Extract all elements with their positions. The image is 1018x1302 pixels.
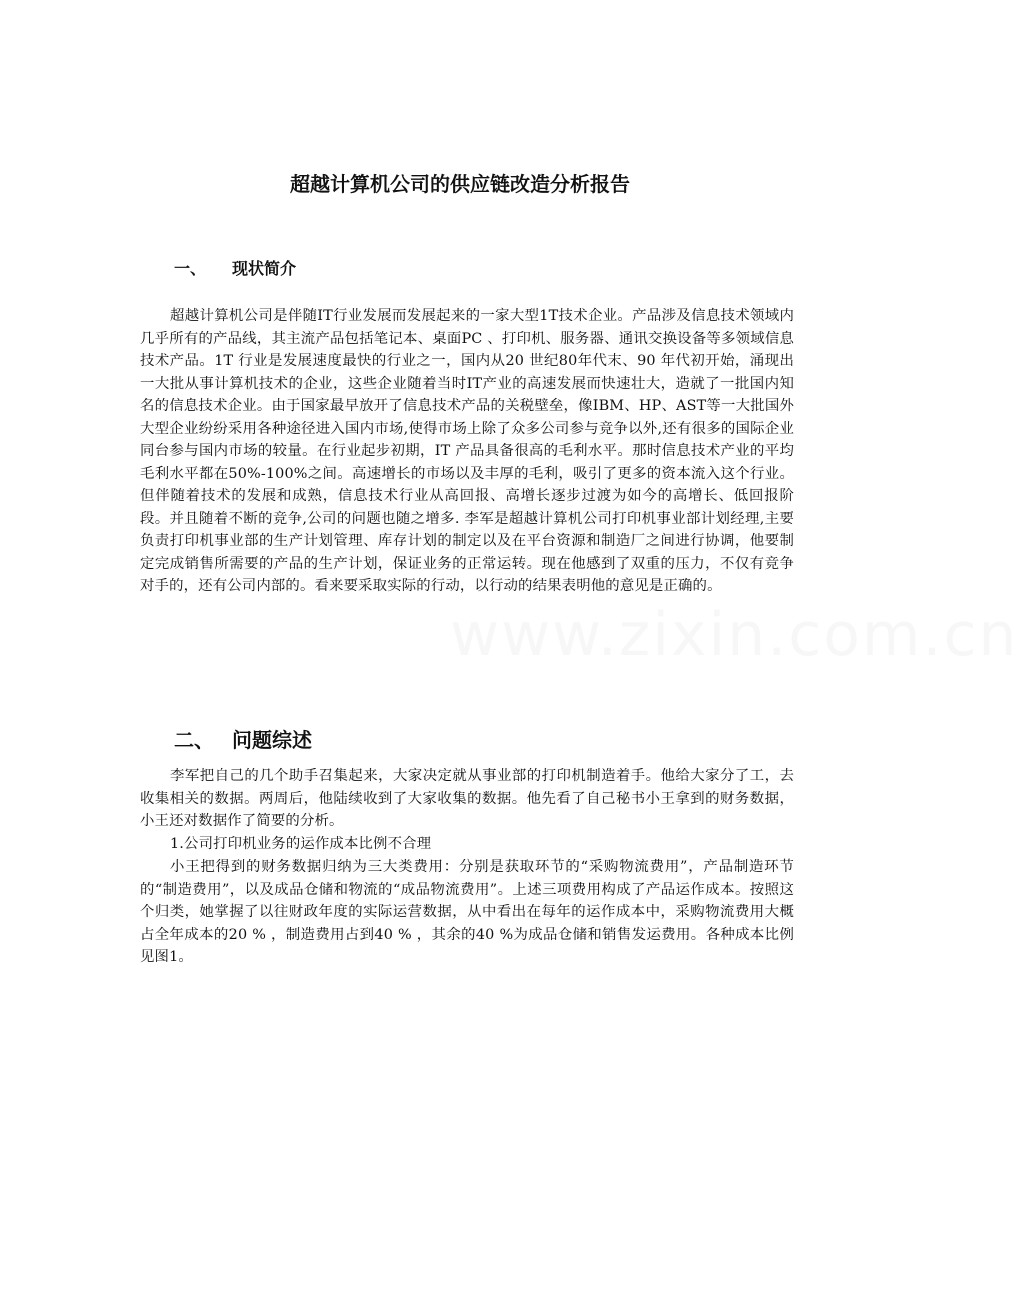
section-title: 问题综述 <box>232 728 312 752</box>
document-title: 超越计算机公司的供应链改造分析报告 <box>290 172 630 196</box>
section-1-paragraph: 超越计算机公司是伴随IT行业发展而发展起来的一家大型1T技术企业。产品涉及信息技术领域内几乎所有的产品线，其主流产品包括笔记本、桌面PC 、打印机、服务器、通讯交换设备等多领域信息技术产品。1T 行业是发展速度最快的行业之一，国内从20 世纪80年代末、90 年代初开始，涌现出一大批从事计算机技术的企业，这些企业随着当时IT产业的高速发展而快速壮大，造就了一批国内知名的信息技术企业。由于国家最早放开了信息技术产品的关税壁垒，像IBM、HP、AST等一大批国外大型企业纷纷采用各种途径进入国内市场,使得市场上除了众多公司参与竞争以外,还有很多的国际企业同台参与国内市场的较量。在行业起步初期，IT 产品具备很高的毛利水平。那时信息技术产业的平均毛利水平都在50%-100%之间。高速增长的市场以及丰厚的毛利，吸引了更多的资本流入这个行业。但伴随着技术的发展和成熟，信息技术行业从高回报、高增长逐步过渡为如今的高增长、低回报阶段。并且随着不断的竞争,公司的问题也随之增多. 李军是超越计算机公司打印机事业部计划经理,主要负责打印机事业部的生产计划管理、库存计划的制定以及在平台资源和制造厂之间进行协调，他要制定完成销售所需要的产品的生产计划，保证业务的正常运转。现在他感到了双重的压力，不仅有竞争对手的，还有公司内部的。看来要采取实际的行动，以行动的结果表明他的意见是正确的。 <box>140 308 794 594</box>
subsection-paragraph: 小王把得到的财务数据归纳为三大类费用：分别是获取环节的“采购物流费用”，产品制造环节的“制造费用”，以及成品仓储和物流的“成品物流费用”。上述三项费用构成了产品运作成本。按照这个归类，她掌握了以往财政年度的实际运营数据，从中看出在每年的运作成本中，采购物流费用大概占全年成本的20 % ，制造费用占到40 % ，其余的40 %为成品仓储和销售发运费用。各种成本比例见图1。 <box>140 859 794 965</box>
section-heading-2 <box>174 725 312 755</box>
section-heading-1 <box>174 257 296 281</box>
section-title: 现状简介 <box>232 259 297 278</box>
section-number: 二、 <box>174 728 214 752</box>
section-number: 一、 <box>174 259 207 278</box>
watermark: www.zixin.com.cn <box>450 600 1018 670</box>
subsection-heading: 1.公司打印机业务的运作成本比例不合理 <box>170 836 432 852</box>
section-2-paragraph: 李军把自己的几个助手召集起来，大家决定就从事业部的打印机制造着手。他给大家分了工，去收集相关的数据。两周后，他陆续收到了大家收集的数据。他先看了自己秘书小王拿到的财务数据，小王还对数据作了简要的分析。 <box>140 768 794 829</box>
